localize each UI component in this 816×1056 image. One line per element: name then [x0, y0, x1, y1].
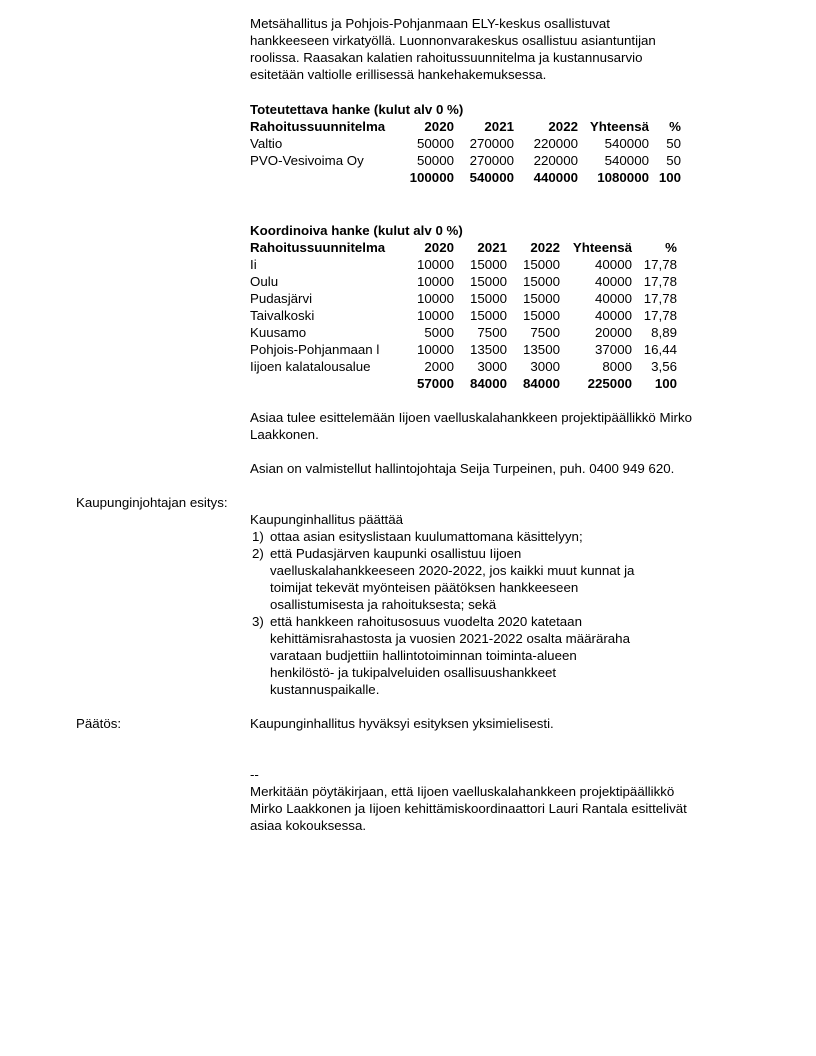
table-total-row — [250, 375, 677, 392]
table-header-row — [250, 239, 677, 256]
table-header-row — [250, 118, 681, 135]
table-cell: 440000 — [533, 170, 578, 185]
note-section — [250, 766, 750, 834]
table-cell: 10000 — [417, 257, 454, 272]
intro-line: hankkeeseen virkatyöllä. Luonnonvarakeskus osallistuu asiantuntijan — [250, 33, 656, 48]
table-row — [250, 341, 677, 358]
table-cell — [250, 375, 402, 392]
table-cell: 8,89 — [651, 325, 677, 340]
item-line: että hankkeen rahoitusosuus vuodelta 2020 katetaan — [270, 614, 582, 629]
table-header: Yhteensä — [589, 119, 649, 134]
table-header: 2020 — [424, 240, 454, 255]
table-header: 2021 — [484, 119, 514, 134]
table-cell: 2000 — [424, 359, 454, 374]
note-line: Mirko Laakkonen ja Iijoen kehittämiskoordinaattori Lauri Rantala esittelivät — [250, 801, 687, 816]
table-cell: 1080000 — [597, 170, 649, 185]
item-line: että Pudasjärven kaupunki osallistuu Iijoen — [270, 546, 522, 561]
table-row — [250, 290, 677, 307]
table-cell: 7500 — [477, 325, 507, 340]
table-title: Toteutettava hanke (kulut alv 0 %) — [250, 102, 464, 117]
proposal-section — [250, 511, 750, 698]
table-cell: 15000 — [523, 291, 560, 306]
item-line: ottaa asian esityslistaan kuulumattomana käsittelyyn; — [270, 529, 583, 544]
table-header: 2022 — [530, 240, 560, 255]
table-title: Koordinoiva hanke (kulut alv 0 %) — [250, 223, 463, 238]
table-cell: 16,44 — [643, 342, 677, 357]
funding-table — [250, 118, 681, 186]
presenter-line: Asiaa tulee esittelemään Iijoen vaelluskalahankkeen projektipäällikkö Mirko — [250, 410, 692, 425]
table-cell: 220000 — [533, 136, 578, 151]
proposal-item — [250, 545, 750, 613]
table-cell: 270000 — [469, 153, 514, 168]
table-cell: 17,78 — [643, 274, 677, 289]
note-line: asiaa kokouksessa. — [250, 818, 367, 833]
table-cell: 10000 — [417, 308, 454, 323]
table-cell: 3000 — [530, 359, 560, 374]
table-header: Yhteensä — [572, 240, 632, 255]
presenter-paragraph — [250, 409, 750, 443]
item-number: 2) — [252, 546, 264, 561]
table-cell: 3,56 — [651, 359, 677, 374]
item-line: kehittämisrahastosta ja vuosien 2021-2022 osalta määräraha — [270, 631, 630, 646]
table-cell: 40000 — [595, 291, 632, 306]
table-row — [250, 324, 677, 341]
item-line: henkilöstö- ja tukipalveluiden osallisuushankkeet — [270, 665, 557, 680]
table-cell: 50 — [666, 153, 681, 168]
decision-label: Päätös: — [76, 716, 122, 731]
table-cell: 100 — [658, 170, 681, 185]
table-cell: 50000 — [417, 136, 454, 151]
preparer-paragraph — [250, 460, 750, 477]
table-cell: Pudasjärvi — [250, 291, 313, 306]
table-row — [250, 135, 681, 152]
proposal-intro: Kaupunginhallitus päättää — [250, 512, 404, 527]
table-cell: 220000 — [533, 153, 578, 168]
item-line: vaelluskalahankkeeseen 2020-2022, jos kaikki muut kunnat ja — [270, 563, 635, 578]
table-cell: 17,78 — [643, 257, 677, 272]
table-cell: Kuusamo — [250, 325, 307, 340]
table-cell: 540000 — [604, 153, 649, 168]
table-cell: 40000 — [595, 274, 632, 289]
item-number: 3) — [252, 614, 264, 629]
table-cell: 8000 — [602, 359, 632, 374]
proposal-item — [250, 613, 750, 698]
intro-line: esitetään valtiolle erillisessä hankehakemuksessa. — [250, 67, 547, 82]
table-cell: Ii — [250, 257, 257, 272]
table-cell: 17,78 — [643, 308, 677, 323]
proposal-label: Kaupunginjohtajan esitys: — [76, 495, 228, 510]
table-cell: 15000 — [470, 291, 507, 306]
table-cell: 15000 — [523, 257, 560, 272]
table-cell: 10000 — [417, 291, 454, 306]
proposal-item — [250, 528, 750, 545]
table-row — [250, 307, 677, 324]
table-cell: 13500 — [470, 342, 507, 357]
table-cell: 270000 — [469, 136, 514, 151]
table-cell: Pohjois-Pohjanmaan l — [250, 342, 380, 357]
table-cell: 15000 — [523, 274, 560, 289]
table-cell: 17,78 — [643, 291, 677, 306]
table-cell: 10000 — [417, 274, 454, 289]
table-header: % — [665, 240, 677, 255]
table-cell: Valtio — [250, 136, 283, 151]
table-cell: 15000 — [470, 308, 507, 323]
table-row — [250, 152, 681, 169]
preparer-line: Asian on valmistellut hallintojohtaja Seija Turpeinen, puh. 0400 949 620. — [250, 461, 675, 476]
table-cell: 13500 — [523, 342, 560, 357]
item-line: osallistumisesta ja rahoituksesta; sekä — [270, 597, 497, 612]
funding-table-koordinoiva — [250, 222, 750, 392]
table-cell: Oulu — [250, 274, 279, 289]
table-header: Rahoitussuunnitelma — [250, 240, 386, 255]
table-total-row — [250, 169, 681, 186]
item-line: varataan budjettiin hallintotoiminnan toiminta-alueen — [270, 648, 577, 663]
table-cell: 20000 — [595, 325, 632, 340]
intro-line: roolissa. Raasakan kalatien rahoitussuunnitelma ja kustannusarvio — [250, 50, 643, 65]
presenter-line: Laakkonen. — [250, 427, 319, 442]
table-cell: Iijoen kalatalousalue — [250, 359, 371, 374]
table-cell: 57000 — [417, 376, 454, 391]
decision-section — [250, 715, 750, 732]
table-cell: 15000 — [523, 308, 560, 323]
table-header: % — [669, 119, 681, 134]
table-header: 2021 — [477, 240, 507, 255]
table-cell: 50000 — [417, 153, 454, 168]
table-cell — [250, 169, 402, 186]
table-header: 2020 — [424, 119, 454, 134]
table-cell: PVO-Vesivoima Oy — [250, 153, 364, 168]
item-line: toimijat tekevät myönteisen päätöksen hankkeeseen — [270, 580, 579, 595]
decision-text: Kaupunginhallitus hyväksyi esityksen yksimielisesti. — [250, 716, 554, 731]
table-cell: Taivalkoski — [250, 308, 315, 323]
table-cell: 50 — [666, 136, 681, 151]
table-header: Rahoitussuunnitelma — [250, 119, 386, 134]
table-cell: 15000 — [470, 274, 507, 289]
intro-paragraph — [250, 15, 750, 83]
table-row — [250, 273, 677, 290]
table-cell: 7500 — [530, 325, 560, 340]
funding-table — [250, 239, 677, 392]
table-cell: 40000 — [595, 308, 632, 323]
note-line: Merkitään pöytäkirjaan, että Iijoen vaelluskalahankkeen projektipäällikkö — [250, 784, 675, 799]
note-dash: -- — [250, 767, 259, 782]
item-number: 1) — [252, 529, 264, 544]
table-cell: 84000 — [523, 376, 560, 391]
intro-line: Metsähallitus ja Pohjois-Pohjanmaan ELY-keskus osallistuvat — [250, 16, 610, 31]
table-cell: 40000 — [595, 257, 632, 272]
table-cell: 10000 — [417, 342, 454, 357]
table-cell: 37000 — [595, 342, 632, 357]
table-row — [250, 358, 677, 375]
item-line: kustannuspaikalle. — [270, 682, 380, 697]
table-row — [250, 256, 677, 273]
table-cell: 540000 — [604, 136, 649, 151]
table-cell: 540000 — [469, 170, 514, 185]
table-cell: 15000 — [470, 257, 507, 272]
table-cell: 5000 — [424, 325, 454, 340]
table-header: 2022 — [548, 119, 578, 134]
table-cell: 3000 — [477, 359, 507, 374]
table-cell: 84000 — [470, 376, 507, 391]
table-cell: 100 — [654, 376, 677, 391]
funding-table-toteutettava — [250, 101, 750, 186]
table-cell: 100000 — [409, 170, 454, 185]
table-cell: 225000 — [587, 376, 632, 391]
